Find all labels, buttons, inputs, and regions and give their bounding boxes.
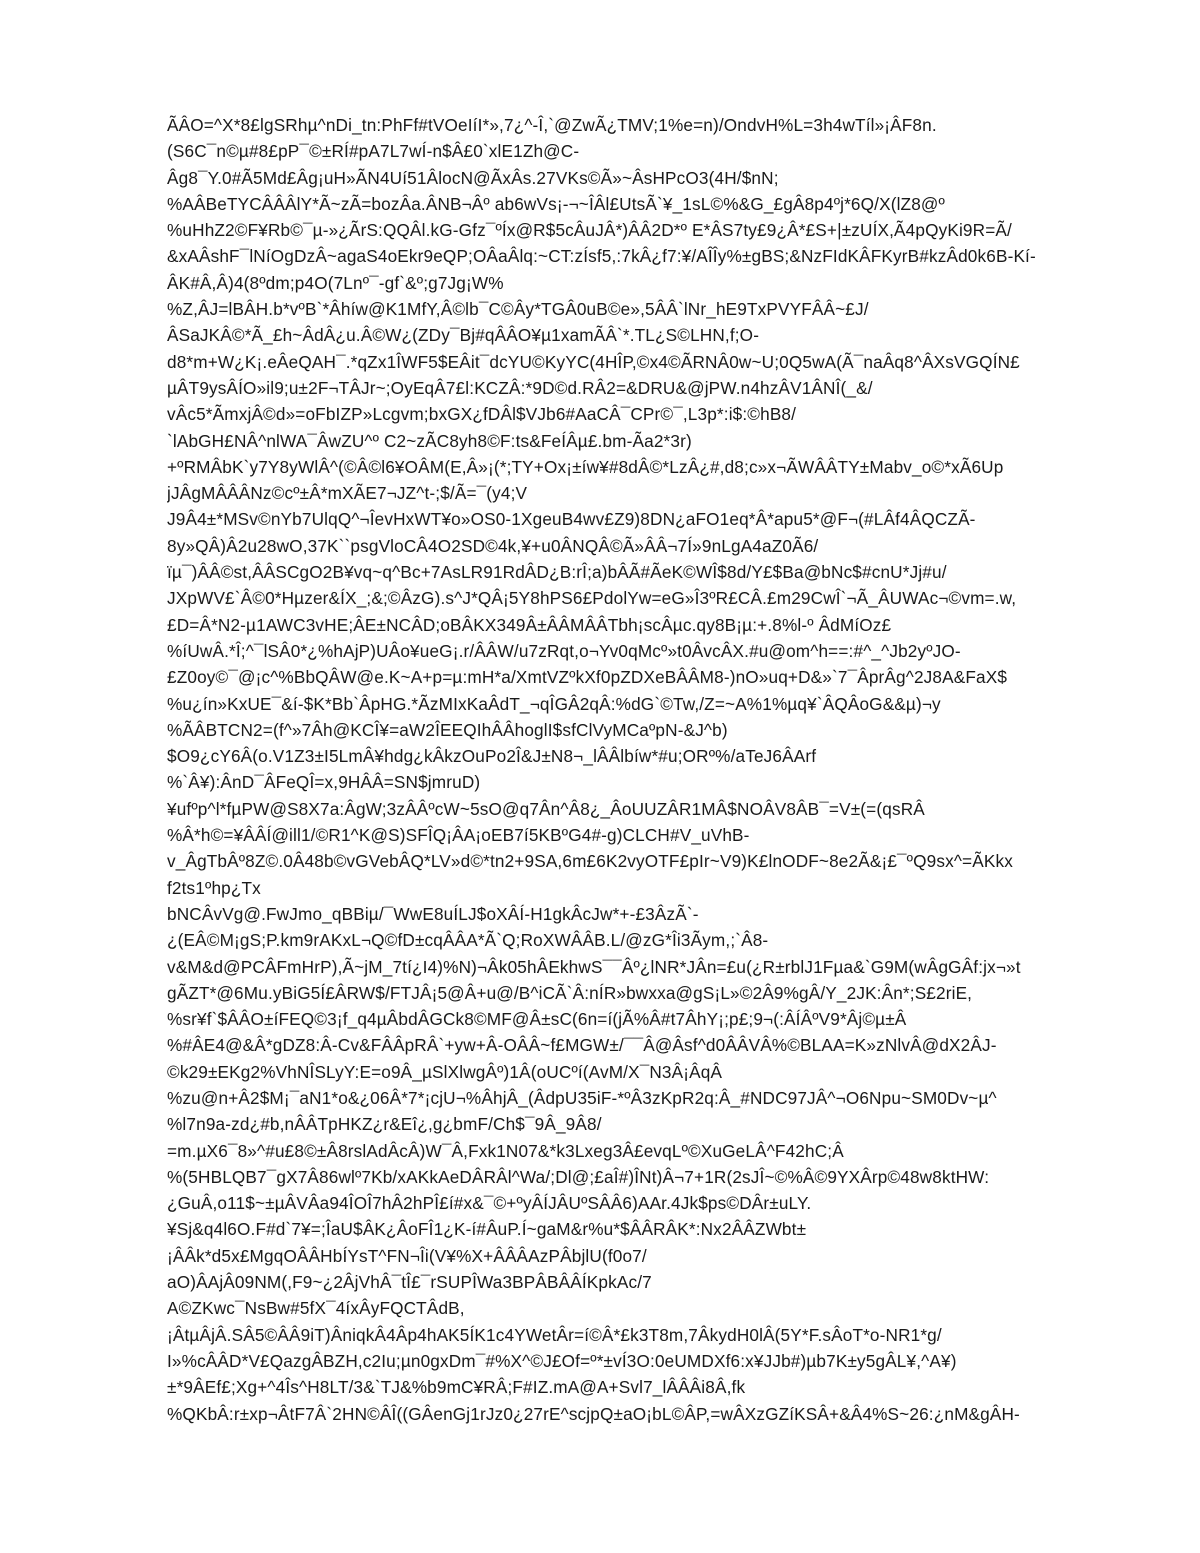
text-line: ¥Sj&q4l6O.F#d`7¥=;ÎaU$ÂK¿ÂoFÎ1¿K-í#ÂuP.Í~gaM&r%u*$ÂÂRÂK*:Nx2ÂÂZWbt± xyxy=(167,1219,807,1240)
text-line: ©k29±EKg2%VhNÎSLyY:E=o9Â_µSlXlwgÂº)1Â(oUCºí(AvM/X¯N3Â¡ÂqÂ xyxy=(167,1061,723,1082)
text-line: £Z0oy©¯@¡c^%BbQÂW@e.K~A+p=µ:mH*a/XmtVZºkXf0pZDXeBÂÂM8-)nO»uq+D&»`7¯ÂprÂg^2J8A&FaX$ xyxy=(167,667,1008,688)
text-line: =m.µX6¯8»^#u£8©±Â8rslAdÂcÂ)W¯Â,Fxk1N07&*k3Lxeg3Â£evqLº©XuGeLÂ^F42hC;Â xyxy=(167,1140,844,1161)
text-line: I»%cÂÂD*V£QazgÂBZH,c2Iu;µn0gxDm¯#%X^©J£Of=º*±vÍ3O:0eUMDXf6:x¥JJb#)µb7K±y5gÂL¥,^A¥) xyxy=(167,1350,957,1371)
text-line: %sr¥f`$ÂÂO±íFEQ©3¡f_q4µÂbdÂGCk8©MF@Â±sC(6n=í(jÃ%Â#t7ÂhY¡;p£;9¬(:ÂÍÂºV9*Âj©µ±Â xyxy=(167,1009,907,1030)
text-line: %u¿ín»KxUE¯&í-$K*Bb`ÂpHG.*ÃzMIxKaÂdT_¬qÎGÂ2qÂ:%dG`©Tw,/Z=~A%1%µq¥`ÂQÂoG&&µ)¬y xyxy=(167,693,941,714)
text-line: v_ÂgTbÂº8Z©.0Â48b©vGVebÂQ*LV»d©*tn2+9SA,6m£6K2vyOTF£pIr~V9)K£lnODF~8e2Ã&¡£¯ºQ9sx^=ÃKkx xyxy=(167,851,1013,872)
text-line: $O9¿cY6Â(o.V1Z3±I5LmÂ¥hdg¿kÂkzOuPo2Î&J±N8¬_lÂÂlbíw*#u;ORº%/aTeJ6ÂArf xyxy=(167,746,817,767)
text-line: aO)ÂAjÂ09NM(,F9~¿2ÂjVhÂ¯tÎ£¯rSUPÎWa3BPÂBÂÂÍKpkAc/7 xyxy=(167,1272,652,1293)
text-line: %zu@n+Â2$M¡¯aN1*o&¿06Â*7*¡cjU¬%ÂhjÂ_(ÂdpU35iF-*ºÂ3zKpR2q:Â_#NDC97JÂ^¬O6Npu~SM0Dv~µ^ xyxy=(167,1087,997,1108)
text-line: £D=Â*N2-µ1AWC3vHE;ÂE±NCÂD;oBÂKX349Â±ÂÂMÂÂTbh¡scÂµc.qy8B¡µ:+.8%l-º ÂdMíOz£ xyxy=(167,614,892,635)
text-line: `lAbGH£NÂ^nlWA¯ÂwZU^º C2~zÃC8yh8©F:ts&FeÍÂµ£.bm-Ãa2*3r) xyxy=(167,430,692,451)
text-line: ÂSaJKÂ©*Ã_£h~ÂdÂ¿u.Â©W¿(ZDy¯Bj#qÂÂO¥µ1xamÃÂ`*.TL¿S©LHN,f;O- xyxy=(167,325,760,346)
text-line: JXpWV£`Â©0*Hµzer&ÍX_;&;©ÂzG).s^J*QÂ¡5Y8hPS6£PdolYw=eG»Î3ºR£CÂ.£m29CwÎ`¬Ã_ÂUWAc¬©vm=.w, xyxy=(167,588,1017,609)
text-line: ±*9ÂEf£;Xg+^4Îs^H8LT/3&`TJ&%b9mC¥RÂ;F#IZ.mA@A+Svl7_lÂÂÂi8Â,fk xyxy=(167,1377,746,1398)
text-line: %#ÂE4@&Â*gDZ8:Â-Cv&FÂÂpRÂ`+yw+Â-OÂÂ~f£MGW±/¯¯Â@Âsf^d0ÂÂVÂ%©BLAA=K»zNlvÂ@dX2ÂJ- xyxy=(167,1035,997,1056)
text-line: %AÂBeTYCÂÂÂlY*Ã~zÃ=bozÂa.ÂNB¬Âº ab6wVs¡-¬~ÎÂl£UtsÃ`¥_1sL©%&G_£gÂ8p4ºj*6Q/X(lZ8@º xyxy=(167,193,945,214)
text-line: A©ZKwc¯NsBw#5fX¯4íxÂyFQCTÂdB, xyxy=(167,1298,465,1319)
text-line: %ÃÂBTCN2=(f^»7Âh@KCÎ¥=aW2ÎEEQIhÂÂhoglI$sfClVyMCaºpN-&J^b) xyxy=(167,719,728,740)
text-line: %QKbÂ:r±xp¬ÂtF7Â`2HN©ÂÎ((GÂenGj1rJz0¿27rE^scjpQ±aO¡bL©ÂP,=wÂXzGZíKSÂ+&Â4%S~26:¿nM&gÂH- xyxy=(167,1403,1020,1424)
text-line: gÃZT*@6Mu.yBiG5Í£ÂRW$/FTJÂ¡5@Â+u@/B^iCÃ`Â:nÍR»bwxxa@gS¡L»©2Â9%gÂ/Y_2JK:Ân*;S£2riE, xyxy=(167,982,973,1003)
text-line: 8y»QÂ)Â2u28wO,37K``psgVloCÂ4O2SD©4k,¥+u0ÂNQÂ©Ã»ÂÂ¬7Í»9nLgA4aZ0Ã6/ xyxy=(167,535,819,556)
text-line: v&M&d@PCÂFmHrP),Ã~jM_7tí¿I4)%N)¬Âk05hÂEkhwS¯¯Âº¿lNR*JÂn=£u(¿R±rblJ1Fµa&`G9M(wÂgGÂf:jx¬»t xyxy=(167,956,1021,977)
text-line: ¿GuÂ,o11$~±µÂVÂa94ÎOÎ7hÂ2hPÎ£í#x&¯©+ºyÂÍJÂUºSÂÂ6)AAr.4Jk$ps©DÂr±uLY. xyxy=(167,1193,812,1214)
text-line: %l7n9a-zd¿#b,nÂÂTpHKZ¿r&Eî¿,g¿bmF/Ch$¯9Â_9Â8/ xyxy=(167,1114,602,1135)
text-line: ¡ÂtµÂjÂ.SÂ5©ÂÂ9iT)ÂniqkÂ4Âp4hAK5ÍK1c4YWetÂr=í©Â*£k3T8m,7ÂkydH0lÂ(5Y*F.sÂoT*o-NR1*g/ xyxy=(167,1324,942,1345)
text-line: ¿(EÂ©M¡gS;P.km9rAKxL¬Q©fD±cqÂÂA*Ã`Q;RoXWÂÂB.L/@zG*Îi3Ãym,;`Â8- xyxy=(167,930,769,951)
text-line: %íUwÂ.*Î;^¯lSÂ0*¿%hAjP)UÂo¥ueG¡.r/ÂÂW/u7zRqt,o¬Yv0qMcº»t0ÂvcÂX.#u@om^h==:#^_^Jb2yºJO- xyxy=(167,640,961,661)
text-line: d8*m+W¿K¡.eÂeQAH¯.*qZx1ÎWF5$EÂit¯dcYU©KyYC(4HÎP,©x4©ÃRNÂ0w~U;0Q5wA(Ã¯naÂq8^ÂXsVGQÍN£ xyxy=(167,351,1020,372)
document-body-text xyxy=(167,112,1127,1427)
text-line: f2ts1ºhp¿Tx xyxy=(167,877,261,898)
text-line: %Z,ÂJ=lBÂH.b*vºB`*Âhíw@K1MfY,Â©lb¯C©Ây*TGÂ0uB©e»,5ÂÂ`lNr_hE9TxPVYFÂÂ~£J/ xyxy=(167,299,869,320)
text-line: %uHhZ2©F¥Rb©¯µ-»¿ÃrS:QQÂl.kG-Gfz¯ºÍx@R$5cÂuJÂ*)ÂÂ2D*º E*ÂS7ty£9¿Â*£S+|±zUÍX,Ã4pQyKi9R=Ã/ xyxy=(167,220,1012,241)
text-line: %`Â¥):ÂnD¯ÂFeQÎ=x,9HÂÂ=SN$jmruD) xyxy=(167,772,481,793)
text-line: %(5HBLQB7¯gX7Â86wlº7Kb/xAKkAeDÂRÂl^Wa/;Dl@;£aÎ#)ÎNt)Â¬7+1R(2sJÎ~©%Â©9YXÂrp©48w8ktHW: xyxy=(167,1166,990,1187)
text-line: (S6C¯n©µ#8£pP¯©±RÍ#pA7L7wÍ-n$Â£0`xlE1Zh@C- xyxy=(167,141,580,162)
text-line: ÂK#Â,Â)4(8ºdm;p4O(7Lnº¯-gf`&º;g7Jg¡W% xyxy=(167,272,504,293)
text-line: ïµ¯)ÂÂ©st,ÂÂSCgO2B¥vq~q^Bc+7AsLR91RdÂD¿B:rÎ;a)bÂÃ#ÃeK©WÎ$8d/Y£$Ba@bNc$#cnU*Jj#u/ xyxy=(167,562,947,583)
text-line: Âg8¯Y.0#Ã5Md£Âg¡uH»ÃN4Uí51ÂlocN@ÃxÂs.27VKs©Ã»~ÂsHPcO3(4H/$nN; xyxy=(167,167,779,188)
text-line: ¥ufºp^l*fµPW@S8X7a:ÂgW;3zÂÂºcW~5sO@q7Ân^Â8¿_ÂoUUZÂR1MÂ$NOÂV8ÂB¯=V±(=(qsRÂ xyxy=(167,798,925,819)
text-line: J9Â4±*MSv©nYb7UlqQ^¬ÎevHxWT¥o»OS0-1XgeuB4wv£Z9)8DN¿aFO1eq*Â*apu5*@F¬(#LÂf4ÂQCZÃ- xyxy=(167,509,976,530)
text-line: µÂT9ysÂÍO»il9;u±2F¬TÂJr~;OyEqÂ7£l:KCZÂ:*9D©d.RÂ2=&DRU&@jPW.n4hzÂV1ÂNÎ(_&/ xyxy=(167,377,873,398)
text-line: jJÂgMÂÂÂNz©cº±Â*mXÃE7¬JZ^t-;$/Ã=¯(y4;V xyxy=(167,483,528,504)
text-line: &xAÂshF¯lNíOgDzÂ~agaS4oEkr9eQP;OÂaÂlq:~CT:zÍsf5,:7kÂ¿f7:¥/AÎÎy%±gBS;&NzFIdKÂFKyrB#kzÂd0k6B-Kí- xyxy=(167,246,1036,267)
text-line: %Â*h©=¥ÂÂÍ@ill1/©R1^K@S)SFÎQ¡ÂA¡oEB7í5KBºG4#-g)CLCH#V_uVhB- xyxy=(167,825,750,846)
text-line: vÂc5*ÃmxjÂ©d»=oFbIZP»Lcgvm;bxGX¿fDÂl$VJb6#AaCÂ¯CPr©¯,L3p*:i$:©hB8/ xyxy=(167,404,797,425)
text-line: +ºRMÂbK`y7Y8yWlÂ^(©Â©l6¥OÂM(E,Â»¡(*;TY+Ox¡±íw¥#8dÂ©*LzÂ¿#,d8;c»x¬ÃWÂÂTY±Mabv_o©*xÃ6Up xyxy=(167,456,1004,477)
text-line: bNCÂvVg@.FwJmo_qBBiµ/¯WwE8uÍLJ$oXÂÍ-H1gkÂcJw*+-£3ÂzÃ`- xyxy=(167,903,699,924)
text-line: ¡ÂÂk*d5x£MgqOÂÂHbÍYsT^FN¬Îi(V¥%X+ÂÂÂAzPÂbjlU(f0o7/ xyxy=(167,1245,647,1266)
text-line: ÃÂO=^X*8£lgSRhµ^nDi_tn:PhFf#tVOeIíI*»,7¿^-Î,`@ZwÃ¿TMV;1%e=n)/OndvH%L=3h4wTíl»¡ÂF8n. xyxy=(167,115,937,135)
